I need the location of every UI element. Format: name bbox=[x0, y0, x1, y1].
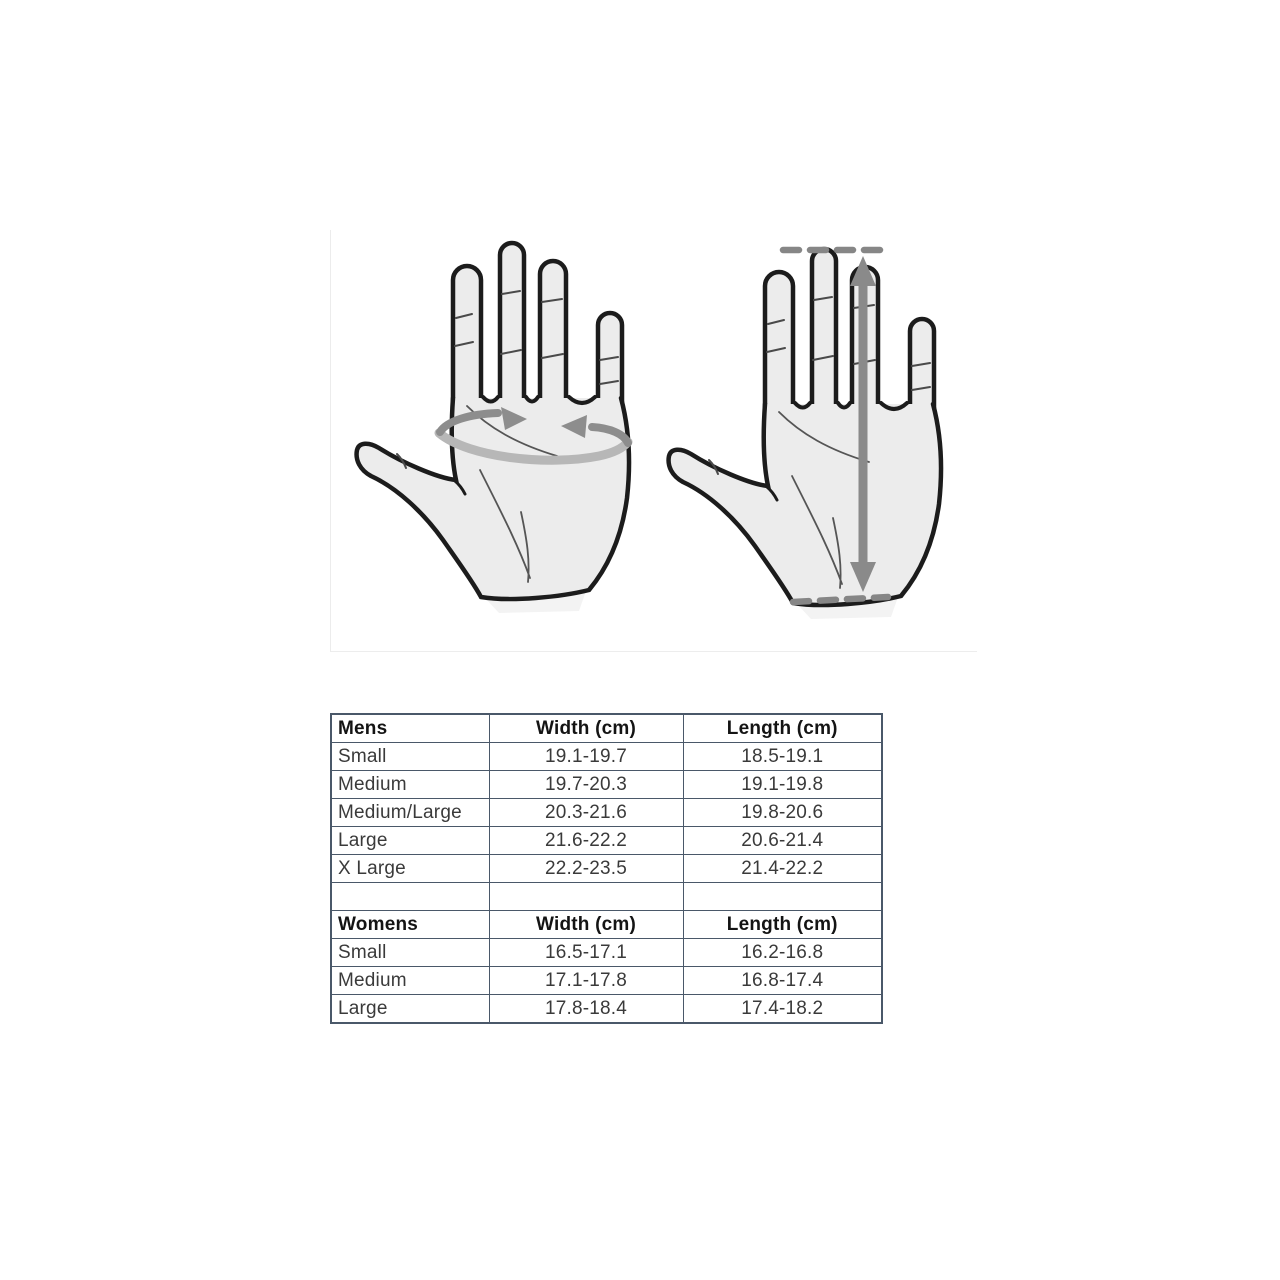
spacer-row bbox=[331, 883, 882, 911]
right-hand bbox=[669, 249, 941, 619]
width-value-cell: 17.1-17.8 bbox=[489, 967, 683, 995]
mens-length-header-cell: Length (cm) bbox=[683, 714, 882, 743]
size-chart-table bbox=[330, 713, 883, 1024]
width-value-cell: 16.5-17.1 bbox=[489, 939, 683, 967]
length-value-cell: 20.6-21.4 bbox=[683, 827, 882, 855]
width-value-cell: 19.7-20.3 bbox=[489, 771, 683, 799]
table-row bbox=[331, 827, 882, 855]
hands-diagram bbox=[331, 230, 977, 651]
length-value-cell: 17.4-18.2 bbox=[683, 995, 882, 1024]
size-label-cell: Small bbox=[331, 939, 489, 967]
size-label-cell: Small bbox=[331, 743, 489, 771]
width-value-cell: 17.8-18.4 bbox=[489, 995, 683, 1024]
table-row bbox=[331, 995, 882, 1024]
size-label-cell: Large bbox=[331, 827, 489, 855]
mens-width-header-cell: Width (cm) bbox=[489, 714, 683, 743]
width-value-cell: 21.6-22.2 bbox=[489, 827, 683, 855]
length-hand-group bbox=[669, 249, 941, 619]
length-value-cell: 16.8-17.4 bbox=[683, 967, 882, 995]
womens-length-header-cell: Length (cm) bbox=[683, 911, 882, 939]
size-label-cell: X Large bbox=[331, 855, 489, 883]
length-value-cell: 16.2-16.8 bbox=[683, 939, 882, 967]
size-label-cell: Large bbox=[331, 995, 489, 1024]
empty-cell bbox=[683, 883, 882, 911]
mens-header-row bbox=[331, 714, 882, 743]
hand-measurement-illustration bbox=[330, 230, 977, 652]
table-row bbox=[331, 771, 882, 799]
width-value-cell: 19.1-19.7 bbox=[489, 743, 683, 771]
empty-cell bbox=[489, 883, 683, 911]
womens-header-row bbox=[331, 911, 882, 939]
length-value-cell: 21.4-22.2 bbox=[683, 855, 882, 883]
width-value-cell: 20.3-21.6 bbox=[489, 799, 683, 827]
width-hand-group bbox=[357, 243, 629, 613]
length-value-cell: 19.1-19.8 bbox=[683, 771, 882, 799]
width-value-cell: 22.2-23.5 bbox=[489, 855, 683, 883]
length-value-cell: 19.8-20.6 bbox=[683, 799, 882, 827]
mens-header-cell: Mens bbox=[331, 714, 489, 743]
womens-header-cell: Womens bbox=[331, 911, 489, 939]
table-row bbox=[331, 855, 882, 883]
size-label-cell: Medium bbox=[331, 967, 489, 995]
size-label-cell: Medium/Large bbox=[331, 799, 489, 827]
table-row bbox=[331, 799, 882, 827]
size-label-cell: Medium bbox=[331, 771, 489, 799]
table-row bbox=[331, 939, 882, 967]
table-row bbox=[331, 967, 882, 995]
empty-cell bbox=[331, 883, 489, 911]
womens-width-header-cell: Width (cm) bbox=[489, 911, 683, 939]
table-row bbox=[331, 743, 882, 771]
length-value-cell: 18.5-19.1 bbox=[683, 743, 882, 771]
